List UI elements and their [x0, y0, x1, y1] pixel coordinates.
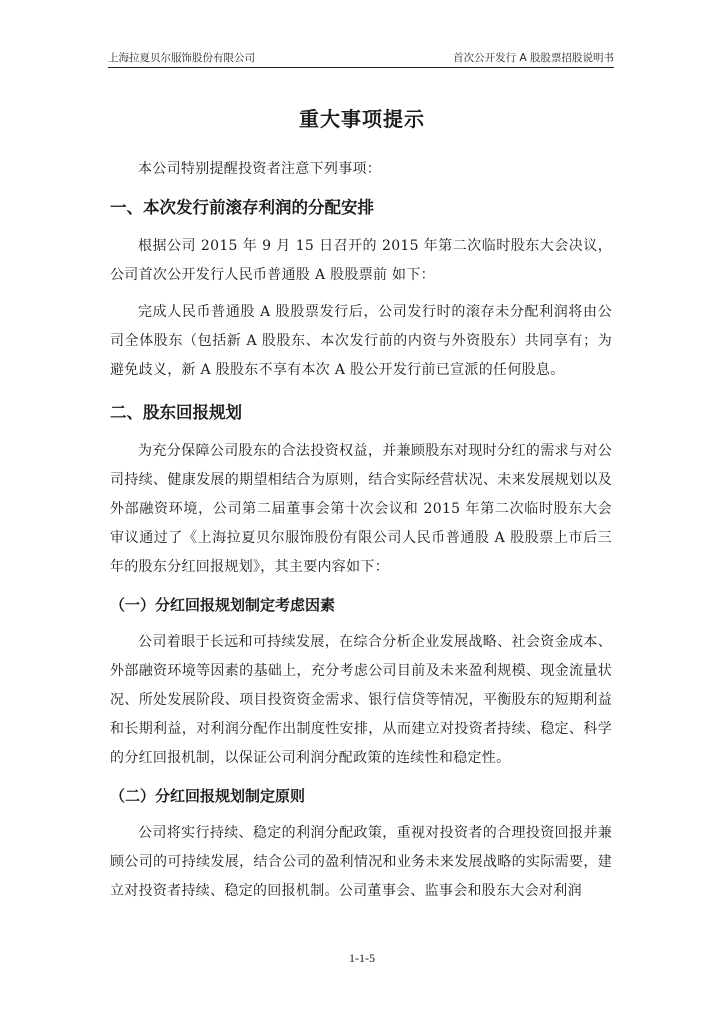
header-company-name: 上海拉夏贝尔服饰股份有限公司 [108, 52, 255, 64]
subsection-1-paragraph: 公司着眼于长远和可持续发展，在综合分析企业发展战略、社会资金成本、外部融资环境等因素的基础上，充分考虑公司目前及未来盈利规模、现金流量状况、所处发展阶段、项目投资资金需求、银行信贷等情况，平衡股东的短期利益和长期利益，对利润分配作出制度性安排，从而建立对投资者持续、稳定、科学的分红回报机制，以保证公司利润分配政策的连续性和稳定性。 [110, 634, 612, 766]
section-1-paragraph-1: 根据公司 2015 年 9 月 15 日召开的 2015 年第二次临时股东大会决议，公司首次公开发行人民币普通股 A 股股票前 如下： [110, 238, 612, 283]
subsection-2-heading: （二）分红回报规划制定原则 [110, 787, 306, 805]
subsection-1-heading: （一）分红回报规划制定考虑因素 [110, 596, 336, 614]
page-body [110, 155, 612, 906]
section-1-heading: 一、本次发行前滚存利润的分配安排 [110, 198, 374, 217]
subsection-2-paragraph: 公司将实行持续、稳定的利润分配政策，重视对投资者的合理投资回报并兼顾公司的可持续发展，结合公司的盈利情况和业务未来发展战略的实际需要，建立对投资者持续、稳定的回报机制。公司董事会、监事会和股东大会对利润 [110, 825, 612, 899]
section-2-paragraph-1: 为充分保障公司股东的合法投资权益，并兼顾股东对现时分红的需求与对公司持续、健康发展的期望相结合为原则，结合实际经营状况、未来发展规划以及外部融资环境，公司第二届董事会第十次会议和 2015 年第二次临时股东大会审议通过了《上海拉夏贝尔服饰股份有限公司人民币普通股 A 股股票上市后三年的股东分红回报规划》，其主要内容如下： [110, 443, 612, 575]
page-title: 重大事项提示 [299, 107, 425, 131]
page-header [108, 50, 614, 66]
section-1-paragraph-2: 完成人民币普通股 A 股股票发行后，公司发行时的滚存未分配利润将由公司全体股东（包括新 A 股股东、本次发行前的内资与外资股东）共同享有；为避免歧义，新 A 股股东不享有本次 A 股公开发行前已宣派的任何股息。 [110, 304, 612, 378]
header-divider [108, 67, 614, 68]
header-document-title: 首次公开发行 A 股股票招股说明书 [453, 52, 614, 64]
page-number: 1-1-5 [349, 951, 375, 965]
section-2-heading: 二、股东回报规划 [110, 403, 242, 422]
intro-paragraph: 本公司特别提醒投资者注意下列事项： [138, 161, 382, 177]
